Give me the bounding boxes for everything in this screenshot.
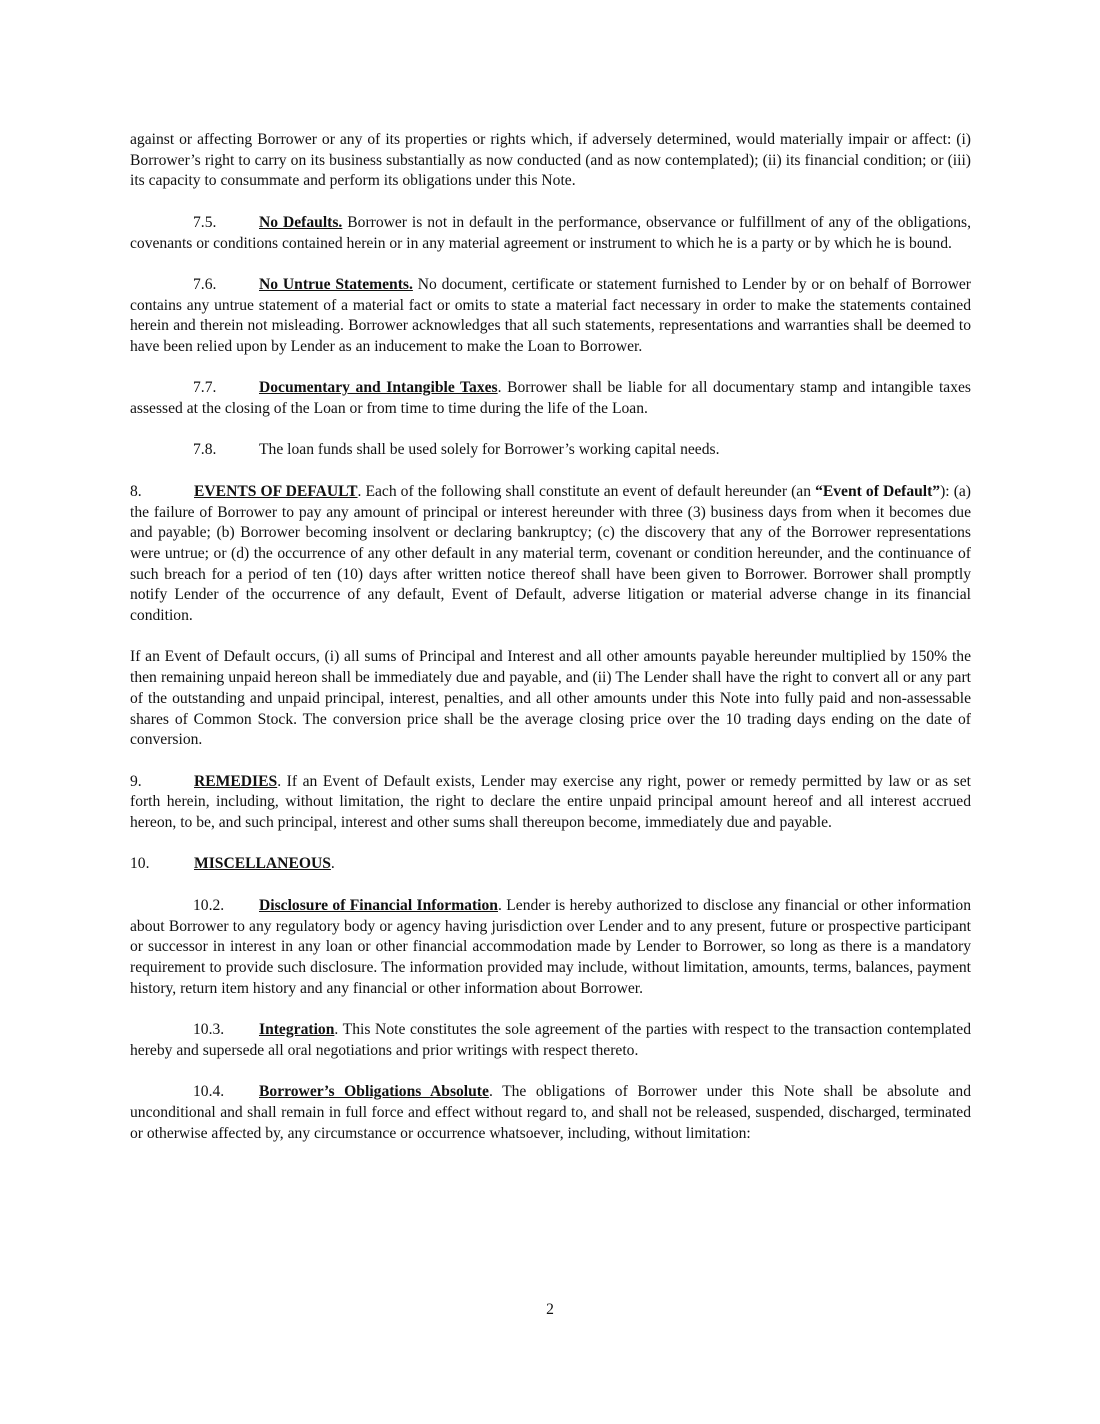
section-text: . The obligations of Borrower under this Note shall be absolute and unconditional and shall remain in full force and effect without regard to, and shall not be released, suspended, discharged, terminated or otherwise affected by, any circumstance or occurrence whatsoever, including, without limitation: — [130, 1083, 971, 1142]
section-text: . This Note constitutes the sole agreement of the parties with respect to the transaction contemplated hereby and supersede all oral negotiations and prior writings with respect thereto. — [130, 1021, 971, 1059]
section-text: . Borrower shall be liable for all documentary stamp and intangible taxes assessed at the closing of the Loan or from time to time during the life of the Loan. — [130, 379, 971, 418]
section-number: 7.7. — [193, 379, 217, 397]
section-number: 10.2. — [193, 896, 225, 914]
section-heading: No Defaults. — [259, 213, 343, 231]
section-8 — [130, 482, 971, 627]
section-text: . Lender is hereby authorized to disclose any financial or other information about Borrower to any regulatory body or agency having jurisdiction over Lender and to any present, future or prospective participant or successor in interest in any loan or other financial accommodation made by Lender to Borrower, so long as there is a mandatory requirement to provide such disclosure. The information provided may include, without limitation, amounts, terms, balances, payment history, return item history and any financial or other information about Borrower. — [130, 896, 972, 997]
section-number: 7.8. — [193, 441, 217, 459]
section-7-7 — [130, 378, 971, 419]
section-heading: Documentary and Intangible Taxes — [259, 379, 498, 397]
section-10-4 — [130, 1082, 971, 1144]
section-7-8 — [130, 440, 971, 461]
section-heading: EVENTS OF DEFAULT — [194, 482, 358, 500]
document-page — [130, 130, 971, 1165]
section-number: 8. — [130, 482, 142, 500]
section-number: 7.6. — [193, 275, 217, 293]
section-text: ): (a) the failure of Borrower to pay any amount of principal or interest hereunder with three (3) business days from when it becomes due and payable; (b) Borrower becoming insolvent or declaring bankruptcy; (c) the discovery that any of the Borrower representations were untrue; or (d) the occurrence of any other default in any material term, covenant or condition hereunder, and the continuance of such breach for a period of ten (10) days after written notice thereof shall have been given to Borrower. Borrower shall promptly notify Lender of the occurrence of any default, Event of Default, adverse litigation or material adverse change in its financial condition. — [130, 482, 971, 625]
defined-term: “Event of Default” — [815, 482, 941, 500]
page-number: 2 — [546, 1301, 554, 1318]
section-text: . — [330, 855, 335, 873]
section-text: Borrower is not in default in the performance, observance or fulfillment of any of the obligations, covenants or conditions contained herein or in any material agreement or instrument to which he is a party or by which he is bound. — [130, 213, 972, 252]
section-number: 10.4. — [193, 1083, 225, 1101]
section-number: 10.3. — [193, 1021, 225, 1039]
section-text: . If an Event of Default exists, Lender may exercise any right, power or remedy permitted by law or as set forth herein, including, without limitation, the right to declare the entire unpaid principal amount hereof and all interest accrued hereon, to be, and such principal, interest and other sums shall thereupon become, immediately due and payable. — [130, 772, 971, 832]
section-10-2 — [130, 896, 971, 1000]
default-consequences-paragraph: If an Event of Default occurs, (i) all sums of Principal and Interest and all other amounts payable hereunder multiplied by 150% the then remaining unpaid hereon shall be immediately due and payable, and (ii) The Lender shall have the right to convert all or any part of the outstanding and unpaid principal, interest, penalties, and all other amounts under this Note into fully paid and non-assessable shares of Common Stock. The conversion price shall be the average closing price over the 10 trading days ending on the date of conversion. — [130, 648, 971, 749]
section-text: No document, certificate or statement furnished to Lender by or on behalf of Borrower contains any untrue statement of a material fact or omits to state a material fact necessary in order to make the statements contained herein and therein not misleading. Borrower acknowledges that all such statements, representations and warranties shall be deemed to have been relied upon by Lender as an inducement to make the Loan to Borrower. — [130, 275, 971, 355]
section-number: 10. — [130, 855, 150, 873]
section-heading: Borrower’s Obligations Absolute — [259, 1083, 489, 1101]
section-text: The loan funds shall be used solely for Borrower’s working capital needs. — [259, 441, 720, 459]
continued-paragraph: against or affecting Borrower or any of its properties or rights which, if adversely determined, would materially impair or affect: (i) Borrower’s right to carry on its business substantially as now conducted (and as now contemplated); (ii) its financial condition; or (iii) its capacity to consummate and perform its obligations under this Note. — [130, 131, 971, 190]
section-9 — [130, 772, 971, 834]
section-text: . Each of the following shall constitute an event of default hereunder (an — [357, 482, 816, 500]
section-10-3 — [130, 1020, 971, 1061]
section-heading: No Untrue Statements. — [259, 275, 413, 293]
section-10 — [130, 854, 971, 875]
section-number: 7.5. — [193, 213, 217, 231]
section-heading: Integration — [259, 1021, 335, 1039]
section-7-5 — [130, 213, 971, 254]
section-heading: Disclosure of Financial Information — [259, 896, 498, 914]
section-heading: MISCELLANEOUS — [194, 855, 331, 873]
section-7-6 — [130, 275, 971, 358]
section-number: 9. — [130, 772, 142, 790]
section-heading: REMEDIES — [194, 772, 278, 790]
